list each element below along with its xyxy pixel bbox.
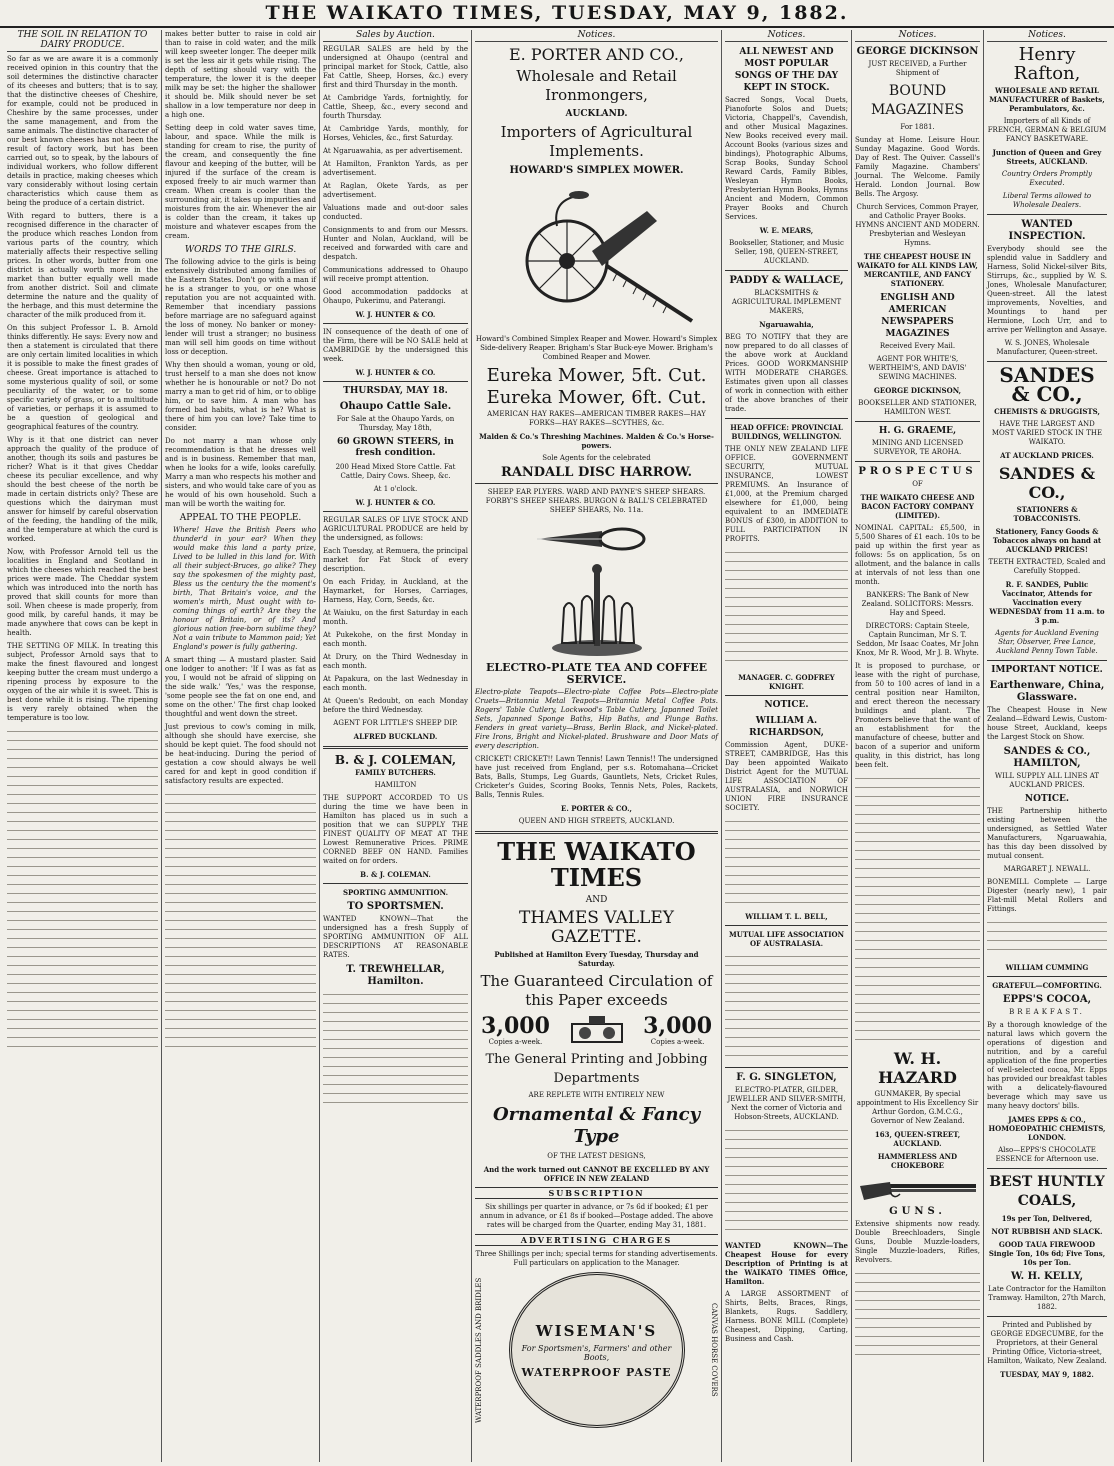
mower-illustration-icon: [497, 181, 697, 331]
subscription-banner: SUBSCRIPTION: [475, 1187, 718, 1199]
sale-body: 200 Head Mixed Store Cattle. Fat Cattle, Dairy Cows. Sheep, &c.: [335, 463, 456, 480]
butcher-title: B. & J. COLEMAN,: [334, 753, 457, 767]
hazard-sub: GUNMAKER, By special appointment to His Excellency Sir Arthur Gordon, G.M.C.G., Governor of New Zealand.: [856, 1090, 979, 1125]
divider: [725, 418, 848, 419]
rafton-body: Importers of all Kinds of FRENCH, GERMAN & BELGIUM FANCY BASKETWARE.: [987, 117, 1107, 143]
livestock-line: At Queen's Redoubt, on each Monday before the third Wednesday.: [323, 697, 468, 714]
shears-illustration-icon: [532, 519, 662, 559]
partnership-notice: THE Partnership hitherto existing between the undersigned, as Settled Water Manufacturers, Ngaruawahia, has this day been dissolved by mutual consent.: [987, 807, 1107, 860]
auction-line: At Hamilton, Frankton Yards, as per advertisement.: [323, 160, 468, 177]
epps-chemists: JAMES EPPS & CO., HOMOEOPATHIC CHEMISTS, LONDON.: [988, 1115, 1106, 1142]
bell-name: WILLIAM T. L. BELL,: [745, 912, 828, 921]
prospectus-body: It is proposed to purchase, or lease with the right of purchase, from 50 to 100 acres of land in a central position near Hamilton, and erect thereon the necessary buildings and plant. The Promoters believe that the want of an establishment for the manufacture of cheese, butter and bacon of a superior and uniform quality, in this district, has long been felt.: [855, 662, 980, 769]
mower-title: HOWARD'S SIMPLEX MOWER.: [509, 165, 684, 176]
text-continuation: [725, 817, 848, 907]
inspection-body: Everybody should see the splendid value in Saddlery and Harness, Solid Nickel-silver Bits, Stirrups, &c., supplied by W. S. Jones, Wholesale Manufacturer, Queen-street. All the latest improvements, Novelties, and Mountings to hand per Hermione, Loch Urr, and to arrive per Wellington and Assaye.: [987, 245, 1107, 334]
mutual-title: MUTUAL LIFE ASSOCIATION OF AUSTRALASIA.: [728, 930, 845, 948]
bonemill-line: BONEMILL Complete — Large Digester (nearly new), 1 pair Flat-mill Metal Rollers and Fittings.: [987, 878, 1107, 913]
stationers-line: STATIONERS & TOBACCONISTS.: [1013, 505, 1081, 523]
firewood-line: GOOD TAUA FIREWOOD Single Ton, 10s 6d; Five Tons, 10s per Ton.: [988, 1240, 1106, 1267]
column-7: [984, 30, 1110, 1462]
livestock-line: At Waiuku, on the first Saturday in each month.: [323, 609, 468, 626]
mower-list: Howard's Combined Simplex Reaper and Mower. Howard's Simplex Side-delivery Reaper. Brigham's Star Buck-eye Mower. Brigham's Combined Reaper and Mower.: [475, 335, 718, 361]
printing-notice: WANTED KNOWN—The Cheapest House for every Description of Printing is at the WAIKATO TIMES Office, Hamilton.: [725, 1241, 848, 1286]
text-continuation: [7, 727, 158, 1047]
livestock-notice: REGULAR SALES OF LIVE STOCK AND AGRICULTURAL PRODUCE are held by the undersigned, as follows:: [323, 516, 468, 542]
auction-line: At Ngaruawahia, as per advertisement.: [323, 147, 463, 155]
epps-title: EPPS'S COCOA,: [1002, 994, 1092, 1005]
column-2: [162, 30, 320, 1462]
counter-label: Copies a-week.: [650, 1038, 705, 1046]
mears-address: Bookseller, Stationer, and Music Seller, 198, QUEEN-STREET, AUCKLAND.: [729, 239, 844, 265]
section-head: Sales by Auction.: [323, 30, 468, 42]
text-continuation: [725, 548, 848, 668]
printing-departments: The General Printing and Jobbing Departments: [485, 1052, 708, 1086]
gazette-title: THAMES VALLEY GAZETTE.: [519, 908, 674, 947]
eureka-5ft: Eureka Mower, 5ft. Cut.: [486, 365, 707, 386]
cumming-line: WILLIAM CUMMING: [1005, 963, 1089, 972]
section-head: Notices.: [475, 30, 718, 42]
auction-line: Good accommodation paddocks at Ohaupo, Pukerimu, and Paterangi.: [323, 288, 468, 305]
kelly-name: W. H. KELLY,: [1010, 1271, 1084, 1282]
porter-firm: E. PORTER AND CO.,: [508, 45, 685, 64]
article-title-appeal: APPEAL TO THE PEOPLE.: [179, 513, 302, 523]
butcher-sub: FAMILY BUTCHERS.: [355, 768, 436, 777]
malden-line: Malden & Co.'s Threshing Machines. Malden & Co.'s Horse-powers.: [479, 432, 714, 450]
gun-price-list: Extensive shipments now ready. Double Breechloaders, Single Guns, Double Muzzle-loaders, Single Muzzle-loaders, Rifles, Revolvers.: [855, 1220, 980, 1264]
paper-and: AND: [585, 895, 608, 905]
signature: E. PORTER & CO.,: [561, 804, 632, 813]
prospectus-title: PROSPECTUS: [858, 466, 977, 477]
auction-line: At Raglan, Okete Yards, as per advertisement.: [323, 182, 468, 199]
divider: [323, 323, 468, 324]
divider: [323, 883, 468, 884]
text-continuation: [725, 1126, 848, 1236]
article-title-soil: THE SOIL IN RELATION TO DAIRY PRODUCE.: [7, 30, 158, 52]
paper-title: THE WAIKATO TIMES: [497, 837, 696, 892]
prices-line: AT AUCKLAND PRICES.: [1000, 451, 1094, 460]
epps-also: Also—EPPS'S CHOCOLATE ESSENCE for Afternoon use.: [995, 1146, 1099, 1163]
gun-illustration-icon: [858, 1174, 978, 1202]
seal-title: WISEMAN'S: [535, 1321, 658, 1340]
paddy-town: Ngaruawahia,: [759, 320, 814, 329]
wiseman-side-right: CANVAS HORSE COVERS: [710, 1303, 718, 1397]
teeth-line: TEETH EXTRACTED, Scaled and Carefully Stopped.: [988, 558, 1106, 575]
wiseman-seal: [509, 1272, 685, 1428]
jones-line: W. S. JONES, Wholesale Manufacturer, Queen-street.: [996, 339, 1098, 356]
divider: [725, 270, 848, 271]
songs-body: Sacred Songs, Vocal Duets, Pianoforte Solos and Duets; Victoria, Chappell's, Cavendish, and other Musical Magazines. New Books received every mail. Account Books (various sizes and bindings), Photographic Albums, Scrap Books, Sunday School Reward Cards, Family Bibles, Wesleyan Hymn Books, Presbyterian Hymn Books, Hymns Ancient and Modern, Common Prayer Books and Church Services.: [725, 96, 848, 221]
text-continuation: [725, 952, 848, 1062]
wiseman-side-left: WATERPROOF SADDLES AND BRIDLES: [475, 1277, 483, 1423]
circulation-claim: The Guaranteed Circulation of this Paper exceeds: [480, 972, 713, 1009]
rafton-name: Henry Rafton,: [1013, 44, 1081, 84]
eureka-6ft: Eureka Mower, 6ft. Cut.: [486, 387, 707, 408]
auction-line: At Cambridge Yards, monthly, for Horses, Vehicles, &c., first Saturday.: [323, 125, 468, 142]
paddy-sub: BLACKSMITHS & AGRICULTURAL IMPLEMENT MAKERS,: [731, 289, 842, 315]
columns: [4, 30, 1110, 1462]
butcher-body: THE SUPPORT ACCORDED TO US during the time we have been in Hamilton has placed us in such a position that we can SUPPLY THE FINEST QUALITY OF MEAT AT THE Lowest Remunerative Prices. PRIME CORNED BEEF ON HAND. Families waited on for orders.: [323, 794, 468, 865]
newspapers-sub: Received Every Mail.: [879, 342, 956, 350]
paragraph: Why is it that one district can never approach the quality of the produce of another, though its soils and pastures be richer? What is it that gives Cheddar cheese its peculiar excellence, and why should the best cheese of the north be made in certain districts only? These are questions which the dairyman must answer for himself by careful observation of the feeding, the handling of the milk, and the temperature at which the curd is worked.: [7, 436, 158, 543]
signature: W. J. HUNTER & CO.: [355, 368, 436, 377]
text-continuation: [987, 918, 1107, 958]
paragraph: Why then should a woman, young or old, trust herself to a man she does not know whether he is honourable or not? Do not marry a man to get rid of him, or to oblige him, or to save him. A man who has formed bad habits, what is he? What is there of him you can love? Take time to consider.: [165, 361, 316, 432]
column-3: [320, 30, 472, 1462]
rafton-orders: Country Orders Promptly Executed.: [1001, 170, 1093, 187]
sport-title: TO SPORTSMEN.: [347, 901, 444, 912]
dickinson-sub: JUST RECEIVED, a Further Shipment of: [868, 60, 967, 77]
sale-time: At 1 o'clock.: [373, 485, 418, 493]
subscription-body: Six shillings per quarter in advance, or 7s 6d if booked; £1 per annum in advance, or £1 8s if booked—Postage added. The above rates will be charged from the Quarter, ending May 31, 1881.: [479, 1203, 714, 1229]
sandes-hamilton: SANDES & CO., HAMILTON,: [1003, 746, 1091, 769]
vaccinator-line: R. F. SANDES, Public Vaccinator, Attends for Vaccination every WEDNESDAY from 11 a.m. to 3 p.m.: [989, 580, 1105, 625]
butcher-town: HAMILTON: [374, 781, 417, 789]
hammerless-line: HAMMERLESS AND CHOKEBORE: [877, 1152, 958, 1170]
sport-body: WANTED KNOWN—That the undersigned has a fresh Supply of SPORTING AMMUNITION OF ALL DESCRIPTIONS AT REASONABLE RATES.: [323, 915, 468, 959]
services-line: Church Services, Common Prayer, and Catholic Prayer Books. HYMNS ANCIENT AND MODERN. Presbyterian and Wesleyan Hymns.: [855, 203, 980, 247]
inspection-title: WANTED INSPECTION.: [1008, 219, 1086, 242]
divider: [987, 1316, 1107, 1317]
paragraph: makes better butter to raise in cold air than to raise in cold water, and the milk will keep sweeter longer. The deeper milk is set the less air it gets while rising. The depth of setting should vary with the temperature, the lower it is the deeper milk may be set: the higher the shallower it should be. Milk should never be set shallow in a low temperature nor deep in a high one.: [165, 30, 316, 119]
divider: [323, 746, 468, 749]
section-head: Notices.: [855, 30, 980, 42]
shears-line: SHEEP EAR PLYERS. WARD AND PAYNE'S SHEEP SHEARS. FORBY'S SHEEP SHEARS. BURGON & BALL'S CELEBRATED SHEEP SHEARS, No. 11a.: [485, 488, 708, 514]
cruet-illustration-icon: [542, 563, 652, 658]
sandes-title-2: SANDES & CO.,: [998, 464, 1096, 502]
printing-line: ARE REPLETE WITH ENTIRELY NEW: [528, 1091, 665, 1099]
divider: [725, 1067, 848, 1068]
singleton-body: ELECTRO-PLATER, GILDER, JEWELLER AND SILVER-SMITH, Next the corner of Victoria and Hobson-Streets, AUCKLAND.: [727, 1086, 846, 1121]
saddlery-notice: A LARGE ASSORTMENT of Shirts, Belts, Braces, Rings, Blankets, Rugs. Saddlery, Harness. BONE MILL (Complete) Cheapest, Dipping, Carting, Business and Cash.: [725, 1290, 848, 1343]
paragraph: Now, with Professor Arnold tell us the localities in England and Scotland in which the cheeses which reached the best prices were made. The Cheddar system which was introduced into the north has proved that skill counts for more than soil. When cheese is made properly, from good milk, by careful hands, it may be made anywhere that cows can be kept in health.: [7, 548, 158, 637]
counter-label: Copies a-week.: [488, 1038, 543, 1046]
porter-address: QUEEN AND HIGH STREETS, AUCKLAND.: [518, 817, 675, 825]
paragraph: A smart thing — A mustard plaster. Said one lodger to another: 'If I was as fat as you, I would not be afraid of slipping on the side walk.' 'Yes,' was the response, 'some people see the fat on one end, and some on the other.' The first chap looked thoughtful and went down the street.: [165, 656, 316, 718]
rafton-address: Junction of Queen and Grey Streets, AUCKLAND.: [992, 148, 1102, 166]
porter-importers: Importers of Agricultural Implements.: [500, 123, 693, 160]
supply-line: WILL SUPPLY ALL LINES AT AUCKLAND PRICES.: [994, 772, 1100, 789]
paragraph: THE SETTING OF MILK. In treating this subject, Professor Arnold says that to make the finest flavoured and longest keeping butter the cream must undergo a ripening process by exposure to the oxygen of the air while it is sweet. This is best done while it is rising. The ripening is very rarely obtained when the temperature is too low.: [7, 642, 158, 722]
divider: [725, 695, 848, 696]
paragraph: With regard to butters, there is a recognised difference in the character of the produce which reaches London from various parts of the country, which materially affects their respective selling prices. In other words, butter from one district is actually worth more in the market than butter equally well made from another district. Soil and climate determine the nature and the quality of the herbage, and this must determine the character of the milk produced from it.: [7, 212, 158, 319]
auction-notice: REGULAR SALES are held by the undersigned at Ohaupo (central and principal market for Stock, Cattle, also Fat Cattle, Sheep, Horses, &c.) every first and third Thursday in the month.: [323, 45, 468, 89]
seal-bottom: WATERPROOF PASTE: [521, 1365, 672, 1379]
signature: ALFRED BUCKLAND.: [353, 732, 438, 741]
ornamental-type: Ornamental & Fancy Type: [492, 1104, 701, 1147]
livestock-line: At Drury, on the Third Wednesday in each month.: [323, 653, 468, 670]
livestock-line: At Papakura, on the last Wednesday in each month.: [323, 675, 468, 692]
poem: Where! Have the British Peers who thunder'd in your ear? When they would make this land a party prize, Lived to be lulled in this land for. With all their subject-Bruces, go alike? They say the spokesmen of the mighty past, Bless us the century the the moment's birth, That Britain's voice, and the women's mirth, Must ought with to-coming things of earth? Are they the honour of Britain, or of its? And glorious nation free-born sublime they? Not a vain tribute to Mammon paid; Yet England's power is fully gathering.: [173, 526, 316, 651]
column-1: [4, 30, 162, 1462]
divider: [987, 660, 1107, 661]
sandes-title: SANDES & CO.,: [999, 363, 1095, 406]
bound-magazines: BOUND MAGAZINES: [870, 83, 965, 118]
porter-sub: Wholesale and Retail Ironmongers,: [516, 67, 677, 104]
mears-name: W. E. MEARS,: [759, 226, 814, 235]
paddy-body: BEG TO NOTIFY that they are now prepared to do all classes of the above work at Auckland Prices. GOOD WORKMANSHIP WITH MODERATE CHARGES. Estimates given upon all classes of work in connection with either of the above branches of their trade.: [725, 333, 848, 413]
wiseman-advert: [475, 1272, 718, 1428]
cheapest-line: THE CHEAPEST HOUSE IN WAIKATO for ALL KINDS LAW, MERCANTILE, AND FANCY STATIONERY.: [857, 252, 978, 288]
divider: [855, 421, 980, 422]
advertising-body: Three Shillings per inch; special terms for standing advertisements. Full particulars on application to the Manager.: [475, 1250, 718, 1267]
dickinson-title: GEORGE DICKINSON: [856, 46, 979, 57]
porter-city: AUCKLAND.: [565, 109, 628, 119]
divider: [987, 361, 1107, 362]
divider: [323, 381, 468, 382]
paragraph: Just previous to cow's coming in milk, although she should have exercise, she should be kept quiet. The food should not be heat-inducing. During the period of gestation a cow should always be well cared for and kept in good condition if satisfactory results are expected.: [165, 723, 316, 785]
coals-note: NOT RUBBISH AND SLACK.: [991, 1227, 1103, 1236]
magazines-year: For 1881.: [900, 123, 935, 131]
notice-title: NOTICE.: [764, 700, 809, 710]
newspapers-title: ENGLISH AND AMERICAN NEWSPAPERS MAGAZINES: [880, 293, 955, 339]
coals-price: 19s per Ton, Delivered,: [1001, 1214, 1093, 1223]
rafton-terms: Liberal Terms allowed to Wholesale Dealers.: [1002, 192, 1092, 209]
divider: [475, 831, 718, 834]
auction-line: At Cambridge Yards, fortnightly, for Cattle, Sheep, &c., every second and fourth Thursday.: [323, 94, 468, 120]
chemists-body: HAVE THE LARGEST AND MOST VARIED STOCK IN THE WAIKATO.: [991, 420, 1103, 446]
counter-number: 3,000: [643, 1013, 712, 1039]
column-4: [472, 30, 722, 1462]
earthenware-title: Earthenware, China, Glassware.: [989, 680, 1105, 703]
counter-left: [481, 1014, 550, 1046]
paragraph: Setting deep in cold water saves time, labour, and space. While the milk is standing for cream to rise, the purity of the cream, and consequently the fine flavour and keeping of the butter, will be injured if the surface of the cream is exposed freely to air much warmer than cream. When cream is cooler than the surrounding air, it takes up impurities and moistures from the air. Whenever the air is colder than the cream, it takes up moisture and whatever escapes from the cream.: [165, 124, 316, 240]
section-head: Notices.: [725, 30, 848, 42]
auction-line: Consignments to and from our Messrs. Hunter and Nolan, Auckland, will be received and forwarded with care and despatch.: [323, 226, 468, 261]
livestock-line: Each Tuesday, at Remuera, the principal market for Fat Stock of every description.: [323, 547, 468, 573]
text-continuation: [855, 774, 980, 1044]
auction-line: Valuations made and out-door sales conducted.: [323, 204, 468, 221]
richardson-name: WILLIAM A. RICHARDSON,: [749, 716, 824, 738]
press-illustration-icon: [567, 1014, 627, 1046]
circulation-counters: [481, 1014, 712, 1046]
life-office-body: THE ONLY NEW ZEALAND LIFE OFFICE. GOVERNMENT SECURITY, MUTUAL INSURANCE, LOWEST PREMIUMS. An Insurance of £1,000, at the Premium charged elsewhere for £1,000, being equivalent to an IMMEDIATE BONUS of £300, in ADDITION to FULL PARTICIPATION IN PROFITS.: [725, 445, 848, 543]
rafton-sub: WHOLESALE AND RETAIL MANUFACTURER of Baskets, Perambulators, &c.: [989, 86, 1105, 113]
stationery-line: Stationery, Fancy Goods & Tobaccos always on hand at AUCKLAND PRICES!: [992, 527, 1102, 554]
published-line: Published at Hamilton Every Tuesday, Thursday and Saturday.: [494, 950, 699, 968]
graeme-sub: MINING AND LICENSED SURVEYOR, TE AROHA.: [871, 439, 964, 456]
advertising-banner: ADVERTISING CHARGES: [475, 1234, 718, 1246]
printing-line: OF THE LATEST DESIGNS,: [547, 1152, 646, 1160]
electro-body: Electro-plate Teapots—Electro-plate Coffee Pots—Electro-plate Cruets—Britannia Metal Teapots—Britannia Metal Coffee Pots. Rogers' Table Cutlery, Lockwood's Table Cutlery, Japanned Toilet Sets, Japanned Sponge Baths, Hip Baths, and Plunge Baths. Fenders in great variety—Brass, Berlin Black, and Nickel-plated. Fire Irons, Bright and Nickel-plated. Brushware and Door Mats of every description.: [475, 688, 718, 750]
text-continuation: [855, 1269, 980, 1359]
hazard-address: 163, QUEEN-STREET, AUCKLAND.: [874, 1130, 961, 1148]
divider: [855, 461, 980, 462]
printing-claim: And the work turned out CANNOT BE EXCELLED BY ANY OFFICE IN NEW ZEALAND: [483, 1165, 710, 1183]
imprint: Printed and Published by GEORGE EDGECUMBE, for the Proprietors, at their General Printing Office, Victoria-street, Hamilton, Waikato, New Zealand.: [987, 1321, 1107, 1365]
divider: [725, 925, 848, 926]
paragraph: The following advice to the girls is being extensively distributed among families of the Eastern States. Don't go with a man if he is a stranger to you, or one whose reputation you are not acquainted with. Remember that incendiary passions before marriage are no safeguard against the loss of money. No banker or money-lender will trust a stranger; no business man will sell him goods on time without loss or deception.: [165, 258, 316, 356]
guns-title: GUNS.: [889, 1206, 946, 1217]
notice-title: NOTICE.: [1024, 794, 1070, 804]
column-6: [852, 30, 984, 1462]
article-title-girls: WORDS TO THE GIRLS.: [184, 245, 297, 255]
rakes-line: AMERICAN HAY RAKES—AMERICAN TIMBER RAKES—HAY FORKS—HAY RAKES—SCYTHES, &c.: [487, 410, 706, 427]
dickinson-address: BOOKSELLER AND STATIONER, HAMILTON WEST.: [858, 399, 977, 416]
seal-sub: For Sportsmen's, Farmers' and other Boots,: [521, 1343, 672, 1362]
sport-head: SPORTING AMMUNITION.: [342, 888, 449, 897]
grateful-line: GRATEFUL—COMFORTING.: [992, 981, 1102, 990]
directors-line: DIRECTORS: Captain Steele, Captain Runciman, Mr S. T. Seddon, Mr Isaac Coates, Mr John Knox, Mr R. Wood, Mr J. B. Whyte.: [856, 622, 979, 657]
paragraph: On this subject Professor L. B. Arnold thinks differently. He says: Every now and then a statement is circulated that there are only certain limited localities in which it is possible to make the finest grades of cheese. Great importance is attached to some mysterious quality of soil, or some peculiarity of the water, or to some specific variety of grass, or to a multitude of varieties, or perhaps it is assumed to be a question of geological and geographical features of the country.: [7, 324, 158, 431]
songs-title: ALL NEWEST AND MOST POPULAR SONGS OF THE DAY KEPT IN STOCK.: [734, 47, 839, 93]
text-continuation: [323, 990, 468, 1110]
electro-title: ELECTRO-PLATE TEA AND COFFEE SERVICE.: [485, 661, 708, 686]
signature: W. J. HUNTER & CO.: [355, 498, 436, 507]
bacon-company: THE WAIKATO CHEESE AND BACON FACTORY COMPANY (LIMITED).: [860, 493, 975, 520]
harrow-title: RANDALL DISC HARROW.: [501, 465, 692, 480]
sale-date: THURSDAY, MAY 18.: [343, 386, 448, 396]
paddy-title: PADDY & WALLACE,: [729, 275, 844, 286]
paragraph: So far as we are aware it is a commonly received opinion in this country that the soil determines the distinctive character of its cheeses and butters; that is to say, that the distinctive cheeses of Cheshire, for example, could not be produced in Cheshire by the same processes, under the same management, and from the same animals. The distinctive character of our best known cheeses has not been the result of factory work, but has been carried out, so to speak, by the labours of individual workers, who follow different details in practice, making cheeses which vary considerably without losing certain characteristics which cause them as being the produce of a certain district.: [7, 55, 158, 207]
livestock-line: On each Friday, in Auckland, at the Haymarket, for Horses, Carriages, Harness, Hay, Corn, Seeds, &c.: [323, 578, 468, 604]
divider: [475, 483, 718, 484]
divider: [987, 976, 1107, 977]
signature: W. J. HUNTER & CO.: [355, 310, 436, 319]
epps-body: By a thorough knowledge of the natural laws which govern the operations of digestion and nutrition, and by a careful application of the fine properties of well-selected cocoa, Mr. Epps has provided our breakfast tables with a delicately-flavoured beverage which may save us many heavy doctors' bills.: [987, 1021, 1107, 1110]
agents-line: Sole Agents for the celebrated: [542, 454, 651, 462]
breakfast-line: BREAKFAST.: [1009, 1008, 1085, 1016]
counter-right: [643, 1014, 712, 1046]
signature: B. & J. COLEMAN.: [360, 870, 431, 879]
dickinson-name: GEORGE DICKINSON,: [873, 386, 962, 395]
imprint-date: TUESDAY, MAY 9, 1882.: [1000, 1370, 1094, 1379]
hazard-name: W. H. HAZARD: [878, 1049, 957, 1087]
singleton-name: F. G. SINGLETON,: [736, 1072, 837, 1083]
capital-line: NOMINAL CAPITAL: £5,500, in 5,500 Shares of £1 each. 10s to be paid up within the first year as follows: 5s on application, 5s on allotment, and the balance in calls at intervals of not less than one month.: [855, 524, 980, 586]
chemists-line: CHEMISTS & DRUGGISTS,: [994, 407, 1100, 416]
auction-line: Communications addressed to Ohaupo will receive prompt attention.: [323, 266, 468, 283]
divider: [323, 511, 468, 512]
sale-body: For Sale at the Ohaupo Yards, on Thursday, May 18th,: [336, 415, 455, 432]
section-head: Notices.: [987, 30, 1107, 42]
prospectus-of: OF: [912, 480, 923, 488]
agents-line: Agents for Auckland Evening Star, Observer, Free Lance, Auckland Penny Town Table.: [995, 629, 1099, 655]
coals-title: BEST HUNTLY COALS,: [989, 1174, 1105, 1209]
death-notice: IN consequence of the death of one of the Firm, there will be NO SALE held at CAMBRIDGE by the undersigned this week.: [323, 328, 468, 363]
divider: [987, 1168, 1107, 1169]
agent-line: AGENT FOR WHITE'S, WERTHEIM'S, AND DAVIS' SEWING MACHINES.: [868, 355, 967, 381]
divider: [987, 214, 1107, 215]
cricket-body: CRICKET! CRICKET!! Lawn Tennis! Lawn Tennis!! The undersigned have just received from England, per s.s. Rotomahana—Cricket Bats, Balls, Stumps, Leg Guards, Gauntlets, Nets, Cricket Rules, Cricketer's Guides, Scoring Books, Tennis Nets, Poles, Rackets, Balls, Tennis Rules.: [475, 755, 718, 799]
bankers-line: BANKERS: The Bank of New Zealand. SOLICITORS: Messrs. Hay and Speed.: [861, 591, 974, 617]
text-continuation: [165, 790, 316, 1050]
magazine-list: Sunday at Home. Leisure Hour. Sunday Magazine. Good Words. Day of Rest. The Quiver. Cassell's Family Magazine. Chambers' Journal. The Welcome. Family Herald. London Journal. Bow Bells. The Argosy.: [855, 136, 980, 198]
earthenware-body: The Cheapest House in New Zealand—Edward Lewis, Custom-house Street, Auckland, keeps the Largest Stock on Show.: [987, 706, 1107, 741]
manager-line: MANAGER. C. GODFREY KNIGHT.: [738, 673, 835, 691]
sale-headline: 60 GROWN STEERS, in fresh condition.: [337, 437, 454, 458]
masthead: THE WAIKATO TIMES, TUESDAY, MAY 9, 1882.: [0, 0, 1114, 28]
counter-number: 3,000: [481, 1013, 550, 1039]
livestock-line: At Pukekohe, on the first Monday in each month.: [323, 631, 468, 648]
richardson-body: Commission Agent, DUKE-STREET, CAMBRIDGE, Has this Day been appointed Waikato District Agent for the MUTUAL LIFE ASSOCIATION OF AUSTRALASIA, and NORWICH UNION FIRE INSURANCE SOCIETY.: [725, 741, 848, 812]
graeme-name: H. G. GRAEME,: [878, 426, 957, 436]
paragraph: Do not marry a man whose only recommendation is that he dresses well and is in business. Remember that man, when he looks for a wife, looks carefully. Marry a man who respects his mother and sisters, and who would take care of you as he would of his own household. Such a man will be worth the waiting for.: [165, 437, 316, 508]
column-5: [722, 30, 852, 1462]
newall-line: MARGARET J. NEWALL.: [1003, 865, 1091, 873]
sale-title: Ohaupo Cattle Sale.: [339, 401, 452, 412]
important-notice-title: IMPORTANT NOTICE.: [991, 665, 1103, 675]
kelly-sub: Late Contractor for the Hamilton Tramway. Hamilton, 27th March, 1882.: [988, 1285, 1106, 1311]
trewhellar: T. TREWHELLAR, Hamilton.: [346, 964, 445, 987]
agent-line: AGENT FOR LITTLE'S SHEEP DIP.: [333, 719, 458, 727]
life-office-head: HEAD OFFICE: PROVINCIAL BUILDINGS, WELLINGTON.: [730, 423, 843, 441]
